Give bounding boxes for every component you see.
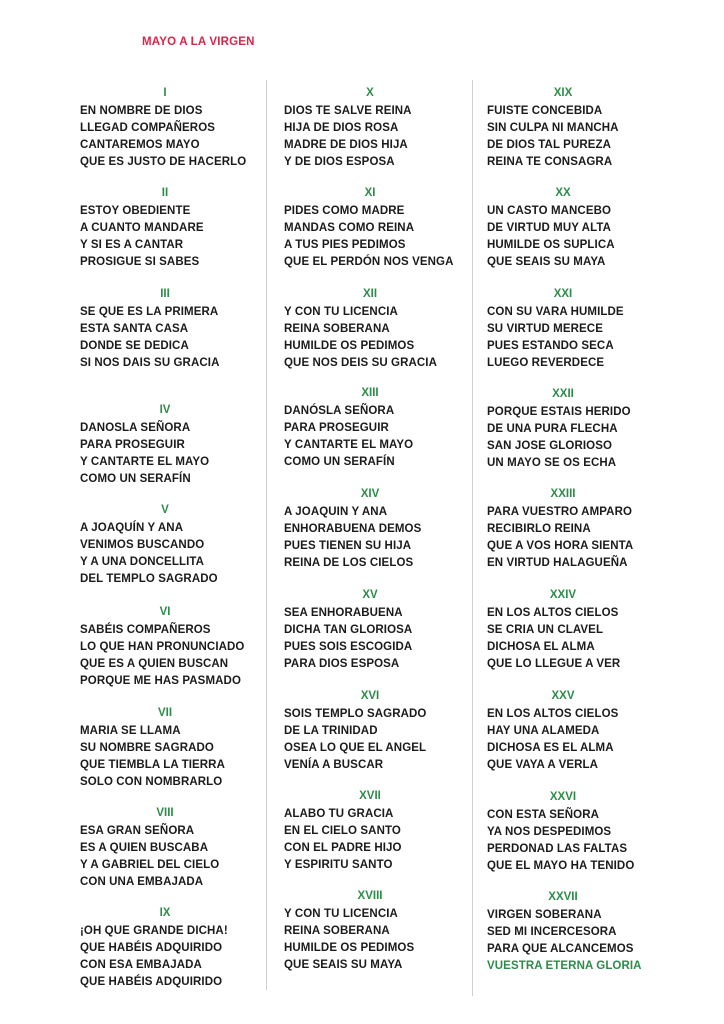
verse-line: EN EL CIELO SANTO [284,825,401,837]
verse-line: COMO UN SERAFÍN [284,456,395,468]
verse-line: PARA DIOS ESPOSA [284,658,400,670]
verse-line: ESA GRAN SEÑORA [80,825,195,837]
verse-line: DE UNA PURA FLECHA [487,423,618,435]
stanza-numeral: XXV [551,690,575,702]
verse-line: DANÓSLA SEÑORA [284,405,395,417]
stanza-numeral: XVII [359,790,381,802]
stanza-xiv [284,487,456,572]
verse-line: SIN CULPA NI MANCHA [487,122,619,134]
stanza-x [284,86,456,171]
verse-line: DIOS TE SALVE REINA [284,105,412,117]
verse-line: COMO UN SERAFÍN [80,473,191,485]
verse-line: Y CON TU LICENCIA [284,306,398,318]
verse-line: Y ESPIRITU SANTO [284,859,393,871]
verse-line: MANDAS COMO REINA [284,222,415,234]
stanza-vii [80,706,250,791]
verse-line: QUE SEAIS SU MAYA [487,256,606,268]
column-divider-1 [266,80,267,990]
verse-line: REINA SOBERANA [284,323,390,335]
verse-line: PUES TIENEN SU HIJA [284,540,412,552]
verse-line: PORQUE ESTAIS HERIDO [487,406,631,418]
verse-line: Y CANTARTE EL MAYO [80,456,210,468]
verse-line: QUE VAYA A VERLA [487,759,599,771]
stanza-xxi [487,287,639,372]
verse-line: QUE HABÉIS ADQUIRIDO [80,976,223,988]
stanza-xvi [284,689,456,774]
verse-line: SU NOMBRE SAGRADO [80,742,214,754]
verse-line: PUES ESTANDO SECA [487,340,614,352]
stanza-xxvii [487,890,642,975]
stanza-xxii [487,387,639,472]
verse-line: QUE EL MAYO HA TENIDO [487,860,635,872]
stanza-ii [80,186,250,271]
verse-line: DICHA TAN GLORIOSA [284,624,413,636]
verse-line: EN LOS ALTOS CIELOS [487,708,619,720]
verse-line: Y CANTARTE EL MAYO [284,439,414,451]
verse-line: MARIA SE LLAMA [80,725,181,737]
stanza-numeral: X [366,87,374,99]
stanza-xxvi [487,790,639,875]
stanza-vi [80,605,250,690]
verse-line: HUMILDE OS PEDIMOS [284,942,415,954]
stanza-numeral: IV [159,404,171,416]
verse-line: QUE ES A QUIEN BUSCAN [80,658,229,670]
verse-line: MADRE DE DIOS HIJA [284,139,408,151]
verse-line: VUESTRA ETERNA GLORIA [487,960,642,972]
verse-line: VENIMOS BUSCANDO [80,539,205,551]
verse-line: SOIS TEMPLO SAGRADO [284,708,427,720]
verse-line: SE QUE ES LA PRIMERA [80,306,219,318]
verse-line: CON UNA EMBAJADA [80,876,204,888]
verse-line: HUMILDE OS PEDIMOS [284,340,415,352]
stanza-numeral: XIX [553,87,573,99]
verse-line: QUE TIEMBLA LA TIERRA [80,759,225,771]
verse-line: LUEGO REVERDECE [487,357,605,369]
stanza-numeral: XX [555,187,571,199]
verse-line: EN NOMBRE DE DIOS [80,105,203,117]
verse-line: YA NOS DESPEDIMOS [487,826,612,838]
verse-line: ESTOY OBEDIENTE [80,205,191,217]
verse-line: CON ESTA SEÑORA [487,809,600,821]
verse-line: UN CASTO MANCEBO [487,205,612,217]
verse-line: CON SU VARA HUMILDE [487,306,624,318]
verse-line: SEA ENHORABUENA [284,607,403,619]
stanza-ix [80,906,250,991]
verse-line: SED MI INCERCESORA [487,926,617,938]
stanza-numeral: XVI [360,690,380,702]
stanza-numeral: XIV [360,488,380,500]
verse-line: ALABO TU GRACIA [284,808,394,820]
verse-line: ES A QUIEN BUSCABA [80,842,209,854]
stanza-xviii [284,889,456,974]
stanza-i [80,86,250,171]
page-title: MAYO A LA VIRGEN [142,36,255,48]
verse-line: QUE A VOS HORA SIENTA [487,540,634,552]
verse-line: CON ESA EMBAJADA [80,959,202,971]
stanza-numeral: VIII [156,807,174,819]
verse-line: Y CON TU LICENCIA [284,908,398,920]
verse-line: SU VIRTUD MERECE [487,323,603,335]
verse-line: SE CRIA UN CLAVEL [487,624,604,636]
stanza-xvii [284,789,456,874]
verse-line: DONDE SE DEDICA [80,340,189,352]
verse-line: QUE HABÉIS ADQUIRIDO [80,942,223,954]
verse-line: QUE NOS DEIS SU GRACIA [284,357,437,369]
stanza-xx [487,186,639,271]
stanza-iii [80,287,250,372]
verse-line: DICHOSA ES EL ALMA [487,742,614,754]
verse-line: Y DE DIOS ESPOSA [284,156,395,168]
verse-line: LLEGAD COMPAÑEROS [80,122,216,134]
verse-line: REINA TE CONSAGRA [487,156,613,168]
verse-line: ¡OH QUE GRANDE DICHA! [80,925,228,937]
verse-line: DE DIOS TAL PUREZA [487,139,612,151]
verse-line: REINA SOBERANA [284,925,390,937]
verse-line: REINA DE LOS CIELOS [284,557,414,569]
stanza-xiii [284,386,456,471]
verse-line: DE LA TRINIDAD [284,725,378,737]
verse-line: PARA QUE ALCANCEMOS [487,943,634,955]
stanza-numeral: XXVI [549,791,577,803]
verse-line: PARA PROSEGUIR [80,439,185,451]
verse-line: RECIBIRLO REINA [487,523,591,535]
stanza-numeral: XXIV [549,589,577,601]
verse-line: EN VIRTUD HALAGUEÑA [487,557,628,569]
stanza-v [80,503,250,588]
stanza-numeral: XI [364,187,376,199]
stanza-viii [80,806,250,891]
stanza-numeral: I [163,87,167,99]
verse-line: CON EL PADRE HIJO [284,842,402,854]
verse-line: UN MAYO SE OS ECHA [487,457,617,469]
stanza-iv [80,403,250,488]
verse-line: SI NOS DAIS SU GRACIA [80,357,220,369]
verse-line: PIDES COMO MADRE [284,205,405,217]
verse-line: PUES SOIS ESCOGIDA [284,641,413,653]
verse-line: A CUANTO MANDARE [80,222,204,234]
stanza-xv [284,588,456,673]
stanza-xi [284,186,456,271]
verse-line: A TUS PIES PEDIMOS [284,239,406,251]
stanza-numeral: XXVII [548,891,578,903]
verse-line: Y A GABRIEL DEL CIELO [80,859,220,871]
verse-line: SABÉIS COMPAÑEROS [80,624,211,636]
verse-line: LO QUE HAN PRONUNCIADO [80,641,245,653]
verse-line: HUMILDE OS SUPLICA [487,239,615,251]
stanza-xii [284,287,456,372]
verse-line: QUE SEAIS SU MAYA [284,959,403,971]
verse-line: Y SI ES A CANTAR [80,239,184,251]
stanza-xix [487,86,639,171]
stanza-numeral: IX [159,907,171,919]
stanza-numeral: XXI [553,288,573,300]
stanza-numeral: XXII [552,388,574,400]
verse-line: FUISTE CONCEBIDA [487,105,603,117]
verse-line: QUE LO LLEGUE A VER [487,658,621,670]
verse-line: EN LOS ALTOS CIELOS [487,607,619,619]
verse-line: ESTA SANTA CASA [80,323,189,335]
verse-line: CANTAREMOS MAYO [80,139,200,151]
verse-line: DEL TEMPLO SAGRADO [80,573,218,585]
verse-line: PARA PROSEGUIR [284,422,389,434]
stanza-numeral: V [161,504,169,516]
verse-line: PROSIGUE SI SABES [80,256,200,268]
stanza-numeral: XIII [361,387,379,399]
column-divider-2 [472,80,473,996]
stanza-numeral: VI [159,606,171,618]
verse-line: Y A UNA DONCELLITA [80,556,205,568]
verse-line: SAN JOSE GLORIOSO [487,440,613,452]
stanza-xxiii [487,487,639,572]
verse-line: DICHOSA EL ALMA [487,641,595,653]
stanza-numeral: XXIII [550,488,576,500]
stanza-numeral: XVIII [357,890,383,902]
verse-line: QUE EL PERDÓN NOS VENGA [284,256,454,268]
stanza-numeral: II [161,187,169,199]
verse-line: ENHORABUENA DEMOS [284,523,422,535]
verse-line: VIRGEN SOBERANA [487,909,602,921]
verse-line: A JOAQUÍN Y ANA [80,522,184,534]
verse-line: HIJA DE DIOS ROSA [284,122,399,134]
stanza-numeral: III [160,288,170,300]
verse-line: PORQUE ME HAS PASMADO [80,675,241,687]
verse-line: A JOAQUIN Y ANA [284,506,388,518]
stanza-numeral: XV [362,589,378,601]
stanza-xxv [487,689,639,774]
verse-line: SOLO CON NOMBRARLO [80,776,223,788]
stanza-numeral: VII [157,707,173,719]
verse-line: PERDONAD LAS FALTAS [487,843,628,855]
stanza-numeral: XII [362,288,378,300]
stanza-xxiv [487,588,639,673]
verse-line: PARA VUESTRO AMPARO [487,506,633,518]
verse-line: OSEA LO QUE EL ANGEL [284,742,427,754]
verse-line: QUE ES JUSTO DE HACERLO [80,156,247,168]
verse-line: HAY UNA ALAMEDA [487,725,600,737]
verse-line: DANOSLA SEÑORA [80,422,191,434]
verse-line: VENÍA A BUSCAR [284,759,384,771]
verse-line: DE VIRTUD MUY ALTA [487,222,612,234]
